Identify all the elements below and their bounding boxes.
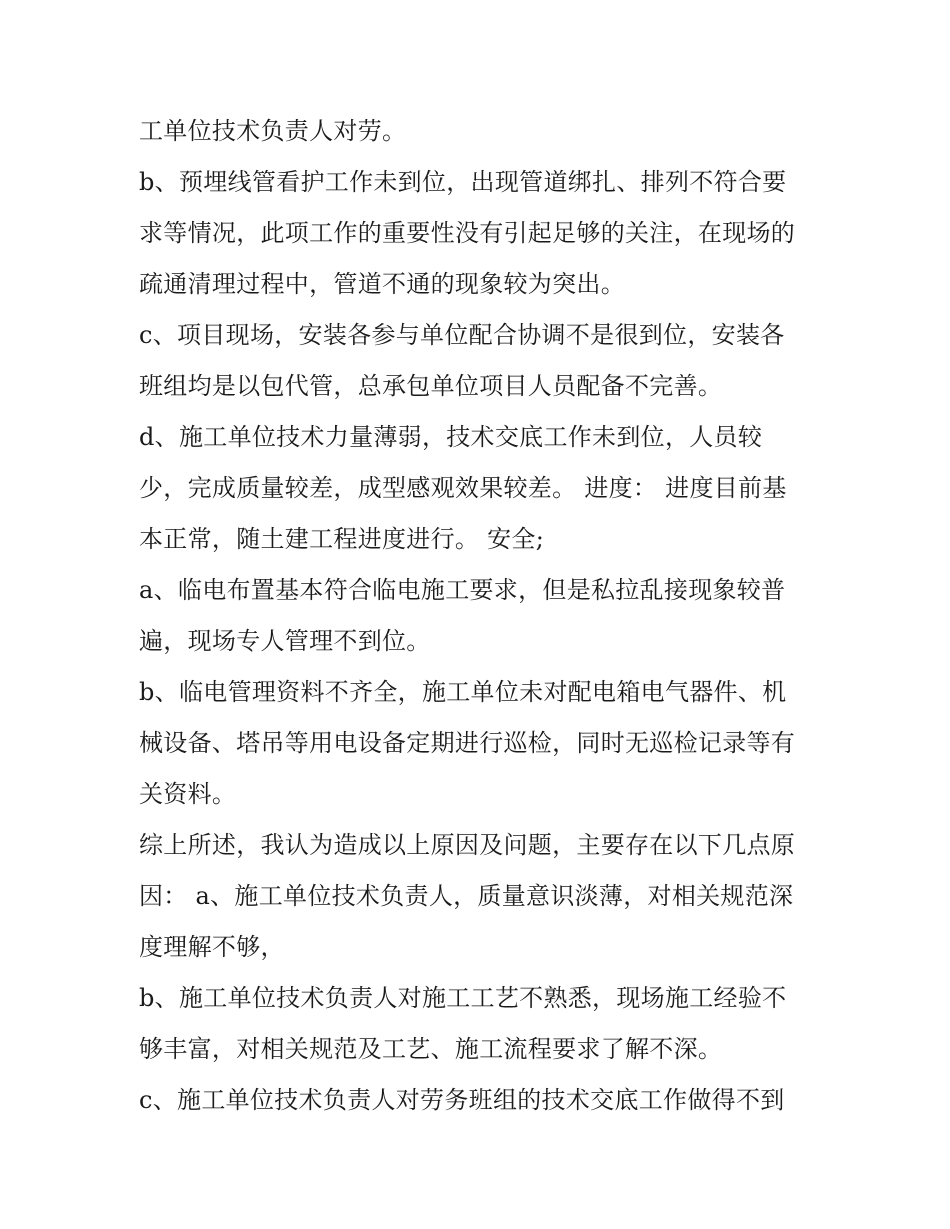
text-line: 工单位技术负责人对劳。 (139, 117, 407, 145)
text-line: d、施工单位技术力量薄弱，技术交底工作未到位，人员较 (139, 423, 763, 451)
text-line: 械设备、塔吊等用电设备定期进行巡检，同时无巡检记录等有 (139, 729, 796, 757)
text-line: b、施工单位技术负责人对施工工艺不熟悉，现场施工经验不 (139, 984, 787, 1012)
text-line: 够丰富，对相关规范及工艺、施工流程要求了解不深。 (139, 1035, 723, 1063)
text-line: 本正常，随土建工程进度进行。 安全; (139, 525, 545, 553)
body-text (139, 106, 829, 1126)
text-line: a、临电布置基本符合临电施工要求，但是私拉乱接现象较普 (139, 576, 786, 604)
text-line: 综上所述，我认为造成以上原因及问题，主要存在以下几点原 (139, 831, 796, 859)
text-line: b、预埋线管看护工作未到位，出现管道绑扎、排列不符合要 (139, 168, 787, 196)
text-line: 因： a、施工单位技术负责人，质量意识淡薄，对相关规范深 (139, 882, 794, 910)
text-line: 关资料。 (139, 780, 237, 808)
text-line: c、施工单位技术负责人对劳务班组的技术交底工作做得不到 (139, 1086, 785, 1114)
text-line: b、临电管理资料不齐全，施工单位未对配电箱电气器件、机 (139, 678, 787, 706)
text-line: 度理解不够， (139, 933, 285, 961)
text-line: 遍，现场专人管理不到位。 (139, 627, 431, 655)
text-line: 疏通清理过程中，管道不通的现象较为突出。 (139, 270, 625, 298)
text-line: 求等情况，此项工作的重要性没有引起足够的关注，在现场的 (139, 219, 796, 247)
text-line: 班组均是以包代管，总承包单位项目人员配备不完善。 (139, 372, 723, 400)
text-line: 少，完成质量较差，成型感观效果较差。 进度： 进度目前基 (139, 474, 787, 502)
text-line: c、项目现场，安装各参与单位配合协调不是很到位，安装各 (139, 321, 785, 349)
